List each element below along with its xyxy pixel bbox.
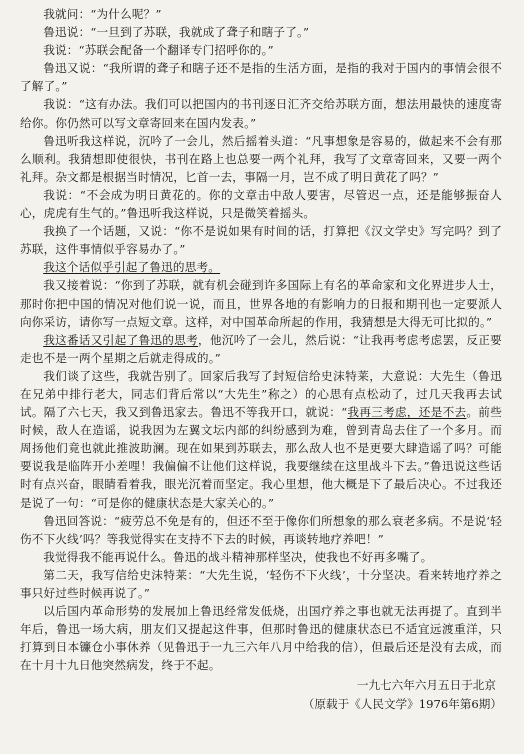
paragraph bbox=[20, 23, 502, 41]
paragraph bbox=[20, 5, 502, 23]
paragraph bbox=[20, 602, 502, 674]
paragraph bbox=[20, 566, 502, 602]
paragraph-text: 我就问：“为什么呢？” bbox=[43, 7, 162, 21]
paragraph-text: 鲁迅回答说：“疲劳总不免是有的，但还不至于像你们所想象的那么衰老多病。不是说‘轻伤不下火线’吗？等我觉得实在支持不下去的时候，再谈转地疗养吧！” bbox=[20, 513, 502, 546]
paragraph-text: 鲁迅又说：“我所谓的聋子和瞎子还不是指的生活方面，是指的我对于国内的事情会很不了解了。” bbox=[20, 61, 502, 94]
paragraph-text: 鲁迅听我这样说，沉吟了一会儿，然后摇着头道：“凡事想象是容易的，做起来不会有那么顺利。我猜想即使很快，书刊在路上也总要一两个礼拜，我写了文章寄回来，又要一两个礼拜。杂文都是根据当时情况，匕首一去，事隔一月，岂不成了明日黄花了吗？” bbox=[20, 133, 502, 184]
underlined-text: 我再三考虑，还是不去 bbox=[347, 405, 467, 420]
paragraph-text: 我又接着说：“你到了苏联，就有机会碰到许多国际上有名的革命家和文化界进步人士，那时你把中国的情况对他们说一说，而且，世界各地的有影响力的日报和期刊也一定要派人向你采访，请你写一点短文章。这样，对中国革命所起的作用，我猜想是大得无可比拟的。” bbox=[20, 278, 502, 329]
source-note: （原载于《人民文学》1976年第6期） bbox=[302, 696, 502, 711]
paragraph bbox=[20, 186, 502, 222]
paragraph bbox=[20, 548, 502, 566]
paragraph bbox=[20, 276, 502, 330]
paragraph-text: ，他沉吟了一会儿，然后说：“让我再考虑考虑罢，反正要走也不是一两个星期之后就走得成的。” bbox=[20, 332, 502, 365]
paragraph bbox=[20, 367, 502, 512]
paragraph bbox=[20, 59, 502, 95]
paragraph bbox=[20, 258, 502, 276]
paragraph bbox=[20, 95, 502, 131]
article-body bbox=[20, 5, 502, 674]
paragraph-text: 以后国内革命形势的发展加上鲁迅经常发低烧，出国疗养之事也就无法再提了。直到半年后，鲁迅一场大病，朋友们又提起这件事，但那时鲁迅的健康状态已不适宜远渡重洋，只打算到日本镰仓小事休养（见鲁迅于一九三六年八月中给我的信），但最后还是没有去成，而在十月十九日他突然病发，终于不起。 bbox=[20, 604, 502, 673]
paragraph-text: 我觉得我不能再说什么。鲁迅的战斗精神那样坚决，使我也不好再多嘴了。 bbox=[43, 549, 433, 564]
paragraph-text: 我说：“苏联会配备一个翻译专门招呼你的。” bbox=[43, 43, 274, 58]
paragraph-text: 。前些时候，敌人在造谣，说我因为左翼文坛内部的纠纷感到为难，曾到青岛去住了一个多月。而周扬他们竟也就此推波助澜。现在如果到苏联去，那么敌人也不是更要大肆造谣了吗？可能要说我是临阵开小差哩！我偏偏不让他们这样说，我要继续在这里战斗下去。”鲁迅说这些话时有点兴奋，眼睛看着我，眼光沉着而坚定。我心里想，他大概是下了最后决心。不过我还是说了一句：“可是你的健康状态是大家关心的。” bbox=[20, 405, 502, 510]
underlined-text: 我这番话又引起了鲁迅的思考 bbox=[43, 332, 199, 347]
paragraph bbox=[20, 132, 502, 186]
paragraph bbox=[20, 331, 502, 367]
paragraph-text: 我说：“不会成为明日黄花的。你的文章击中敌人要害，尽管迟一点，还是能够振奋人心，虎虎有生气的。”鲁迅听我这样说，只是微笑着摇头。 bbox=[20, 187, 502, 221]
paragraph-text: 鲁迅说：“一旦到了苏联，我就成了聋子和瞎子了。” bbox=[43, 25, 310, 40]
paragraph-text: 第二天，我写信给史沫特莱：“大先生说，‘轻伤不下火线’，十分坚决。看来转地疗养之事只好过些时候再说了。” bbox=[20, 567, 502, 600]
paragraph-text: 我换了一个话题，又说：“你不是说如果有时间的话，打算把《汉文学史》写完吗？到了苏联，这件事情似乎容易办了。” bbox=[20, 224, 502, 257]
paragraph bbox=[20, 41, 502, 59]
paragraph bbox=[20, 512, 502, 548]
date-place-signature: 一九七六年六月五日于北京 bbox=[356, 678, 496, 693]
paragraph-text: 我说：“这有办法。我们可以把国内的书刊逐日汇齐交给苏联方面，想法用最快的速度寄给你。你仍然可以写文章寄回来在国内发表。” bbox=[20, 97, 502, 130]
underlined-text: 我这个话似乎引起了鲁迅的思考。 bbox=[43, 260, 221, 275]
paragraph-text: 我们谈了这些，我就告别了。回家后我写了封短信给史沫特莱，大意说：大先生（鲁迅在兄弟中排行老大，同志们背后常以“大先生”称之）的心思有点松动了，过几天我再去试试。隔了六七天，我又到鲁迅家去。鲁迅不等我开口，就说：“ bbox=[20, 368, 502, 420]
paragraph bbox=[20, 222, 502, 258]
